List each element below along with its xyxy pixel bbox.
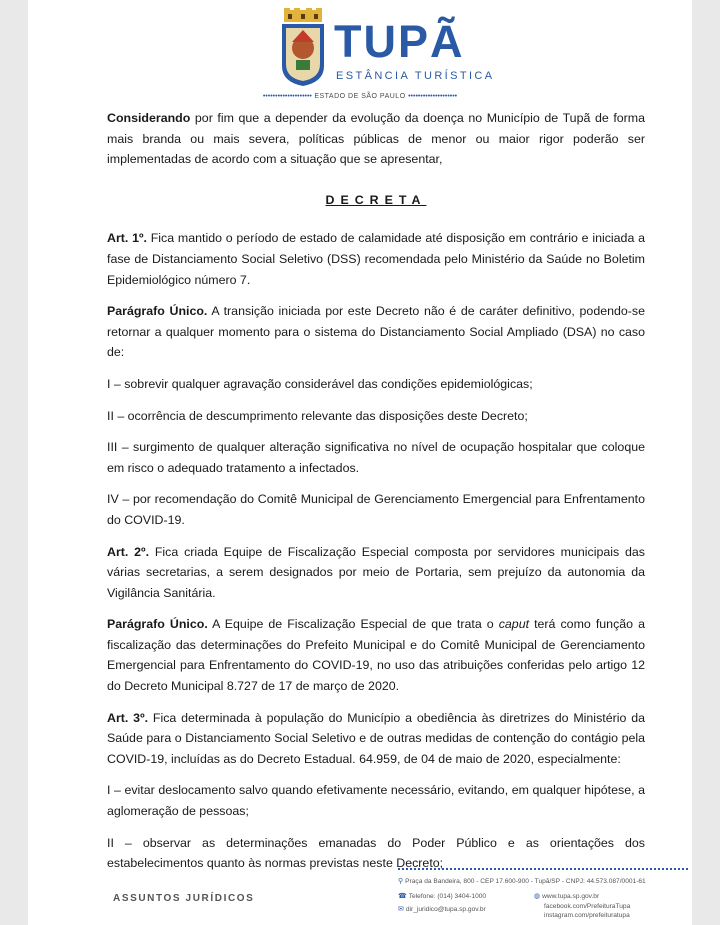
footer-web[interactable] <box>534 893 599 901</box>
footer-facebook[interactable]: facebook.com/PrefeituraTupa <box>544 903 631 910</box>
article-1-label: Art. 1º. <box>107 231 147 246</box>
footer-instagram[interactable]: instagram.com/prefeituratupa <box>544 912 630 919</box>
phone-text: Telefone: (014) 3404-1000 <box>408 893 487 900</box>
considering-paragraph <box>107 108 645 170</box>
article-1-text: Fica mantido o período de estado de calamidade até disposição em contrário e iniciada a fase de Distanciamento Social Seletivo (DSS) recomendada pelo Ministério da Saúde no Boletim Epidemiológico número 7. <box>107 231 646 287</box>
article-2-sole-paragraph <box>107 614 645 696</box>
document-page <box>28 0 692 925</box>
article-3 <box>107 708 645 770</box>
dots-divider-right: •••••••••••••••••••• <box>408 93 458 100</box>
article-3-text: Fica determinada à população do Município a obediência às diretrizes do Ministério da Saúde para o Distanciamento Social Seletivo e de outras medidas de contenção do contágio pela COVID-19, incluídas as do Decreto Estadual. 64.959, de 04 de maio de 2020, especialmente: <box>107 710 645 766</box>
globe-icon: ◍ <box>534 893 541 900</box>
item-iv: IV – por recomendação do Comitê Municipal de Gerenciamento Emergencial para Enfrentamento do COVID-19. <box>107 492 645 527</box>
decree-title: DECRETA <box>325 192 427 207</box>
footer-email[interactable] <box>398 906 486 914</box>
article-1-sole-paragraph <box>107 301 645 363</box>
footer-divider <box>398 868 688 874</box>
address-text: Praça da Bandeira, 800 - CEP 17.600-900 - Tupã/SP - CNPJ: 44.573.087/0001-61 <box>405 878 646 885</box>
item-i: I – sobrevir qualquer agravação considerável das condições epidemiológicas; <box>107 376 533 391</box>
header-logo <box>274 8 514 88</box>
footer-address <box>398 878 646 886</box>
sole-paragraph-label: Parágrafo Único. <box>107 304 208 319</box>
article-1 <box>107 228 645 290</box>
footer-phone <box>398 893 486 901</box>
brand-subtitle: ESTÂNCIA TURÍSTICA <box>336 70 495 82</box>
article-3-label: Art. 3º. <box>107 710 149 725</box>
decree-body <box>107 108 645 885</box>
sole-paragraph-label: Parágrafo Único. <box>107 617 208 632</box>
footer-department: ASSUNTOS JURÍDICOS <box>113 893 255 904</box>
email-icon: ✉ <box>398 906 404 913</box>
item-ii: II – ocorrência de descumprimento relevante das disposições deste Decreto; <box>107 408 528 423</box>
brand-name: TUPÃ <box>334 16 465 67</box>
considering-text: por fim que a depender da evolução da doença no Município de Tupã de forma mais branda ou mais severa, políticas públicas de menor ou maior rigor poderão ser implementadas de acordo com a situação que se apresentar, <box>107 111 645 167</box>
email-text[interactable]: dir_juridico@tupa.sp.gov.br <box>405 906 486 913</box>
sole-paragraph-text-a: A Equipe de Fiscalização Especial de que trata o <box>207 617 499 632</box>
phone-icon: ☎ <box>398 893 407 900</box>
considering-lead: Considerando <box>107 111 191 125</box>
article-3-item-ii: II – observar as determinações emanadas do Poder Público e as orientações dos estabelecimentos quanto às normas previstas neste Decreto; <box>107 835 645 871</box>
state-label: ESTADO DE SÃO PAULO <box>314 93 406 100</box>
article-2 <box>107 542 645 604</box>
location-pin-icon: ⚲ <box>398 878 404 885</box>
website-link[interactable]: www.tupa.sp.gov.br <box>542 893 600 900</box>
dots-divider-left: •••••••••••••••••••• <box>262 93 312 100</box>
article-3-item-i: I – evitar deslocamento salvo quando efetivamente necessário, evitando, em qualquer hipótese, a aglomeração de pessoas; <box>107 783 645 819</box>
state-line <box>28 93 692 100</box>
article-2-text: Fica criada Equipe de Fiscalização Especial composta por servidores municipais das várias secretarias, a serem designados por meio de Portaria, sem prejuízo da autonomia da Vigilância Sanitária. <box>107 544 645 600</box>
sole-paragraph-text-b: terá como função a fiscalização das determinações do Prefeito Municipal e do Comitê Municipal de Gerenciamento Emergencial para Enfrentamento do COVID-19, no uso das atribuições conferidas pelo artigo 12 do Decreto Municipal 8.727 de 17 de março de 2020. <box>107 617 645 694</box>
coat-of-arms-icon <box>278 8 328 86</box>
article-2-label: Art. 2º. <box>107 544 150 559</box>
item-iii: III – surgimento de qualquer alteração significativa no nível de ocupação hospitalar que coloque em risco o adequado tratamento a infectados. <box>107 440 645 475</box>
sole-paragraph-text: A transição iniciada por este Decreto não é de caráter definitivo, podendo-se retornar a qualquer momento para o sistema do Distanciamento Social Ampliado (DSA) no caso de: <box>107 304 645 360</box>
caput-term: caput <box>498 617 530 632</box>
